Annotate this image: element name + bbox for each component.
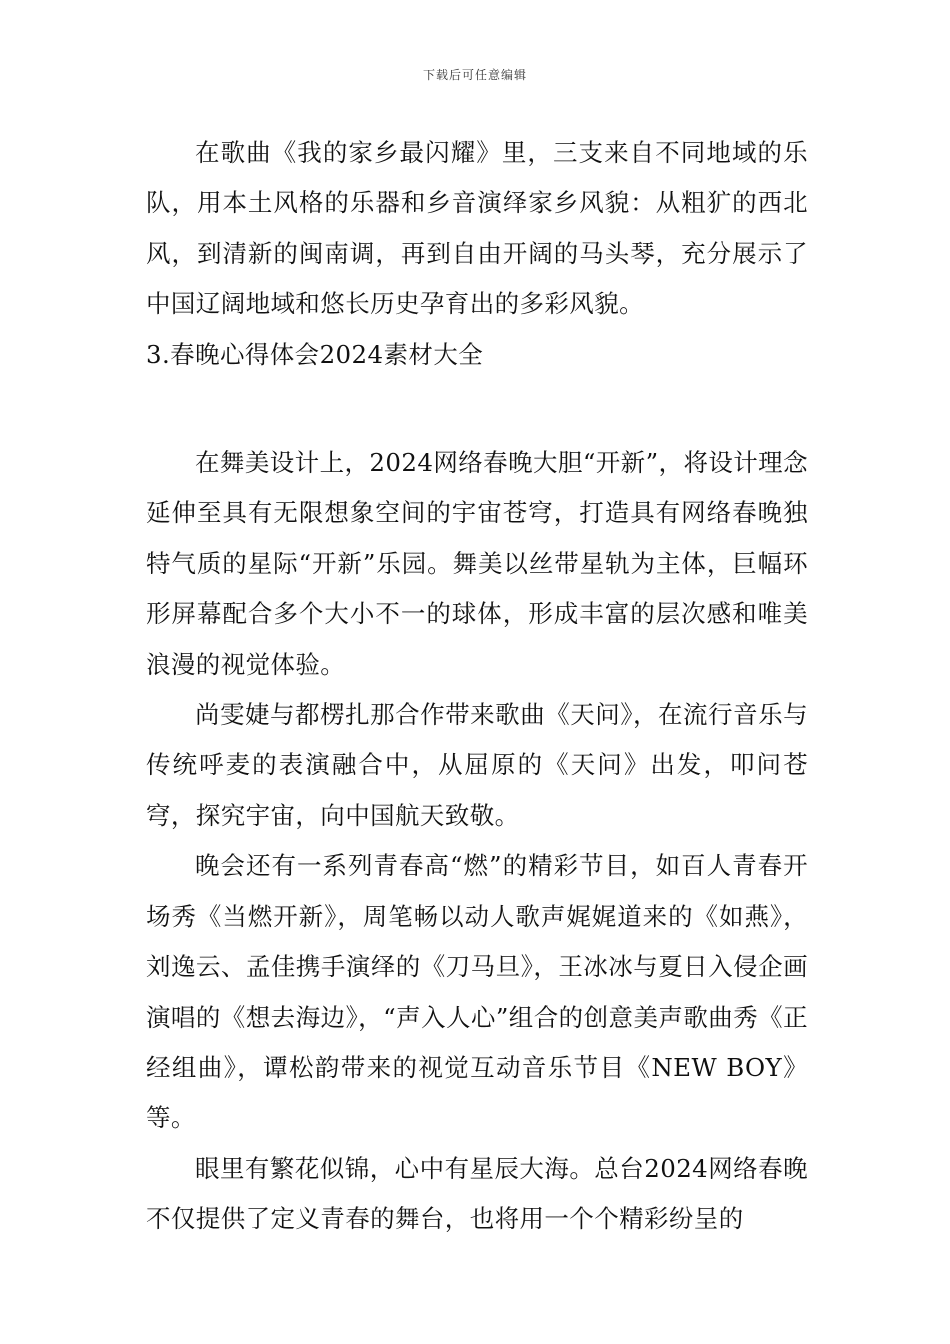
paragraph-closing: 眼里有繁花似锦，心中有星辰大海。总台2024网络春晚不仅提供了定义青春的舞台，也将用一个个精彩纷呈的 (146, 1153, 808, 1234)
section-heading: 3.春晚心得体会2024素材大全 (146, 339, 484, 369)
page-header-note: 下载后可任意编辑 (422, 68, 527, 82)
document-body (146, 128, 808, 1245)
paragraph-programs: 晚会还有一系列青春高“燃”的精彩节目，如百人青春开场秀《当燃开新》，周笔畅以动人歌声娓娓道来的《如燕》，刘逸云、孟佳携手演绎的《刀马旦》，王冰冰与夏日入侵企画演唱的《想去海边》，“声入人心”组合的创意美声歌曲秀《正经组曲》，谭松韵带来的视觉互动音乐节目《NEW BOY》等。 (146, 851, 808, 1133)
section-spacer (146, 380, 808, 438)
paragraph-hometown-song: 在歌曲《我的家乡最闪耀》里，三支来自不同地域的乐队，用本土风格的乐器和乡音演绎家乡风貌：从粗犷的西北风，到清新的闽南调，再到自由开阔的马头琴，充分展示了中国辽阔地域和悠长历史孕育出的多彩风貌。 (146, 138, 808, 319)
paragraph-tianwen: 尚雯婕与都楞扎那合作带来歌曲《天问》，在流行音乐与传统呼麦的表演融合中，从屈原的《天问》出发，叩问苍穹，探究宇宙，向中国航天致敬。 (146, 700, 808, 830)
paragraph-stage-design: 在舞美设计上，2024网络春晚大胆“开新”，将设计理念延伸至具有无限想象空间的宇宙苍穹，打造具有网络春晚独特气质的星际“开新”乐园。舞美以丝带星轨为主体，巨幅环形屏幕配合多个大小不一的球体，形成丰富的层次感和唯美浪漫的视觉体验。 (146, 448, 808, 679)
